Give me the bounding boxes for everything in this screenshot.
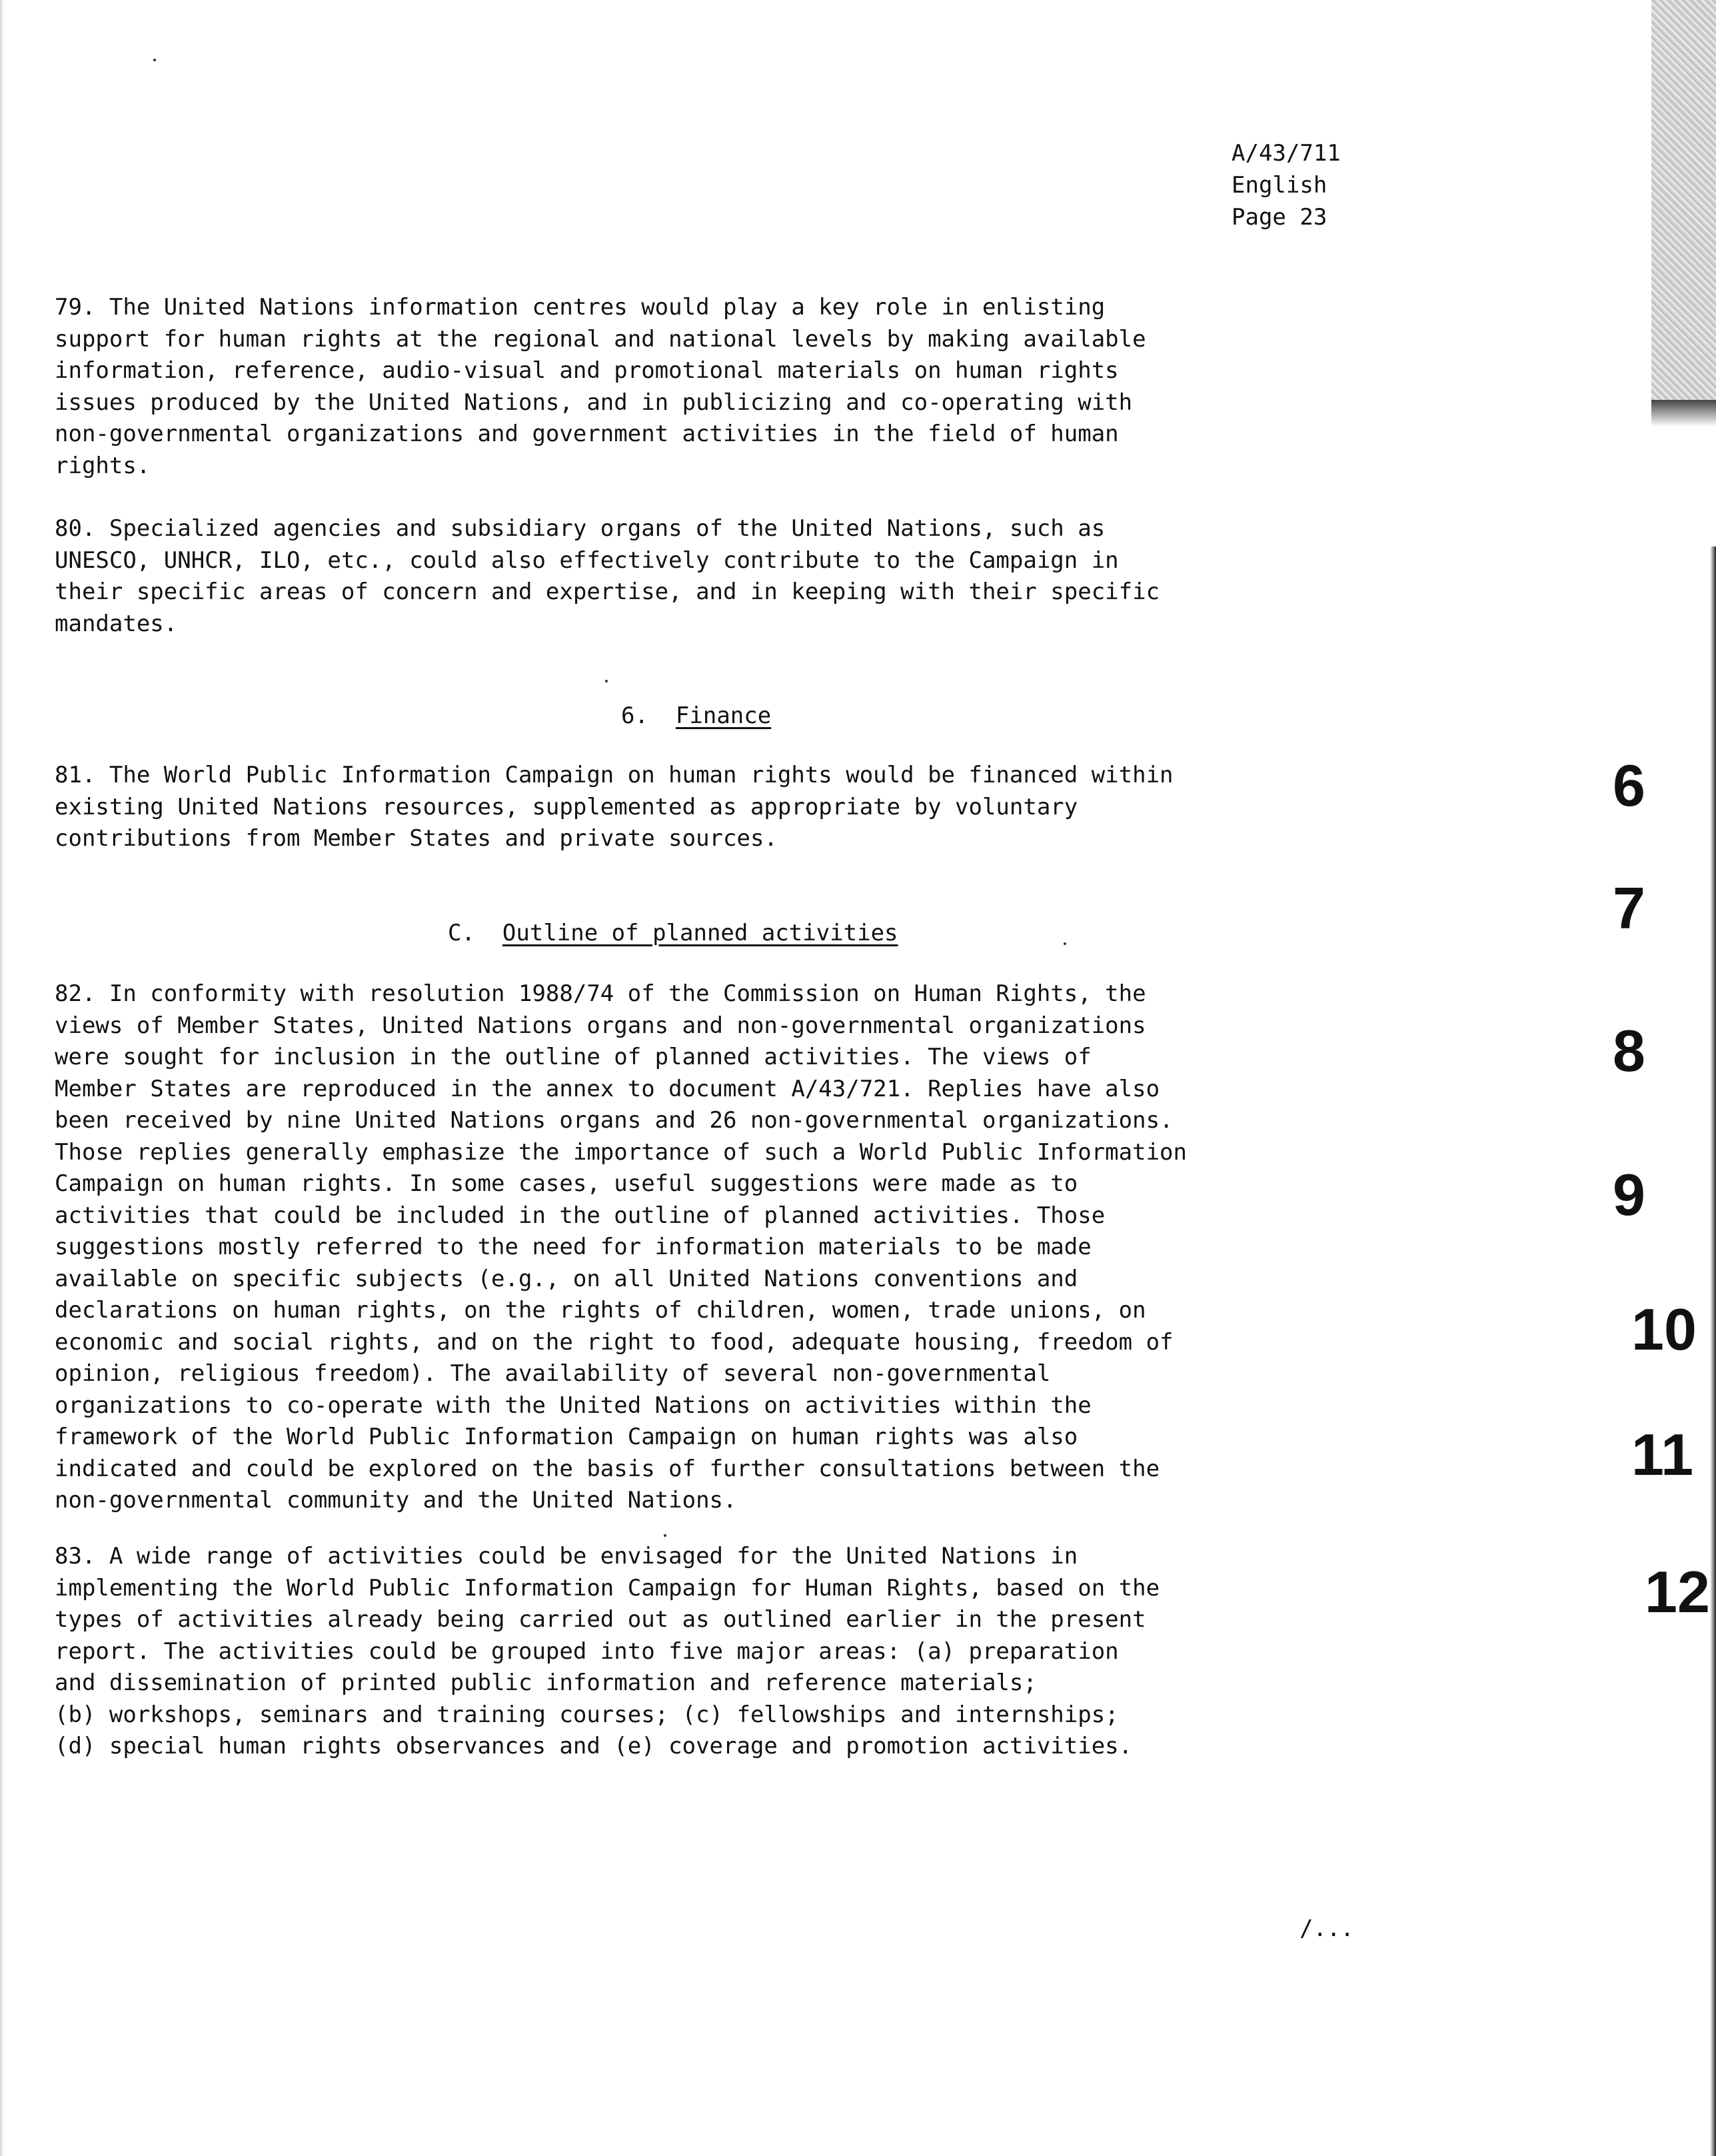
side-tab-number: 7 <box>1613 875 1645 941</box>
section-letter: C. <box>448 920 475 946</box>
scan-margin-strip <box>1651 0 1716 413</box>
section-title: Outline of planned activities <box>502 920 898 946</box>
scan-left-edge <box>0 0 4 2156</box>
document-symbol: A/43/711 <box>1232 140 1341 167</box>
scan-speck <box>605 680 608 682</box>
side-tab-number: 12 <box>1645 1559 1710 1625</box>
scan-speck <box>153 59 156 61</box>
side-tab-number: 9 <box>1613 1162 1645 1228</box>
paragraph-79: 79. The United Nations information centres would play a key role in enlisting support for human rights at the regional and national levels by making available information, reference, audio-visual and promotional materials on human rights issues produced by the United Nations, and in publicizing and co-operating with non-governmental organizations and government activities in the field of human rights. <box>55 294 1146 479</box>
paragraph-82: 82. In conformity with resolution 1988/74 of the Commission on Human Rights, the views of Member States, United Nations organs and non-governmental organizations were sought for inclusion in the outline of planned activities. The views of Member States are reproduced in the annex to document A/43/721. Replies have also been received by nine United Nations organs and 26 non-governmental organizations. Those replies generally emphasize the importance of such a World Public Information Campaign on human rights. In some cases, useful suggestions were made as to activities that could be included in the outline of planned activities. Those suggestions mostly referred to the need for information materials to be made available on specific subjects (e.g., on all United Nations conventions and declarations on human rights, on the rights of children, women, trade unions, on economic and social rights, and on the right to food, adequate housing, freedom of opinion, religious freedom). The availability of several non-governmental organizations to co-operate with the United Nations on activities within the framework of the World Public Information Campaign on human rights was also indicated and could be explored on the basis of further consultations between the non-governmental community and the United Nations. <box>55 980 1187 1514</box>
scan-speck <box>1064 942 1066 945</box>
paragraph-80: 80. Specialized agencies and subsidiary organs of the United Nations, such as UNESCO, UNHCR, ILO, etc., could also effectively contribute to the Campaign in their specific areas of concern and expertise, and in keeping with their specific mandates. <box>55 515 1160 637</box>
side-tab-number: 6 <box>1613 752 1645 818</box>
side-tab-number: 10 <box>1631 1296 1697 1362</box>
page-number: Page 23 <box>1232 204 1327 231</box>
section-number: 6. <box>621 702 648 729</box>
scan-speck <box>664 1534 666 1537</box>
scan-right-edge <box>1710 546 1716 2156</box>
paragraph-81: 81. The World Public Information Campaign on human rights would be financed within existing United Nations resources, supplemented as appropriate by voluntary contributions from Member States and private sources. <box>55 762 1174 852</box>
side-tab-number: 8 <box>1613 1018 1645 1084</box>
scan-margin-shadow <box>1651 400 1716 427</box>
continuation-mark: /... <box>1299 1915 1354 1942</box>
paragraph-83: 83. A wide range of activities could be envisaged for the United Nations in implementing the World Public Information Campaign for Human Rights, based on the types of activities already being carried out as outlined earlier in the present report. The activities could be grouped into five major areas: (a) preparation and dissemination of printed public information and reference materials; (b) workshops, seminars and training courses; (c) fellowships and internships; (d) special human rights observances and (e) coverage and promotion activities. <box>55 1543 1160 1759</box>
section-title: Finance <box>675 702 772 729</box>
side-tab-number: 11 <box>1631 1422 1694 1488</box>
section-heading-finance <box>621 700 771 732</box>
document-header <box>1232 137 1341 233</box>
section-heading-outline <box>448 917 898 949</box>
document-language: English <box>1232 172 1327 199</box>
